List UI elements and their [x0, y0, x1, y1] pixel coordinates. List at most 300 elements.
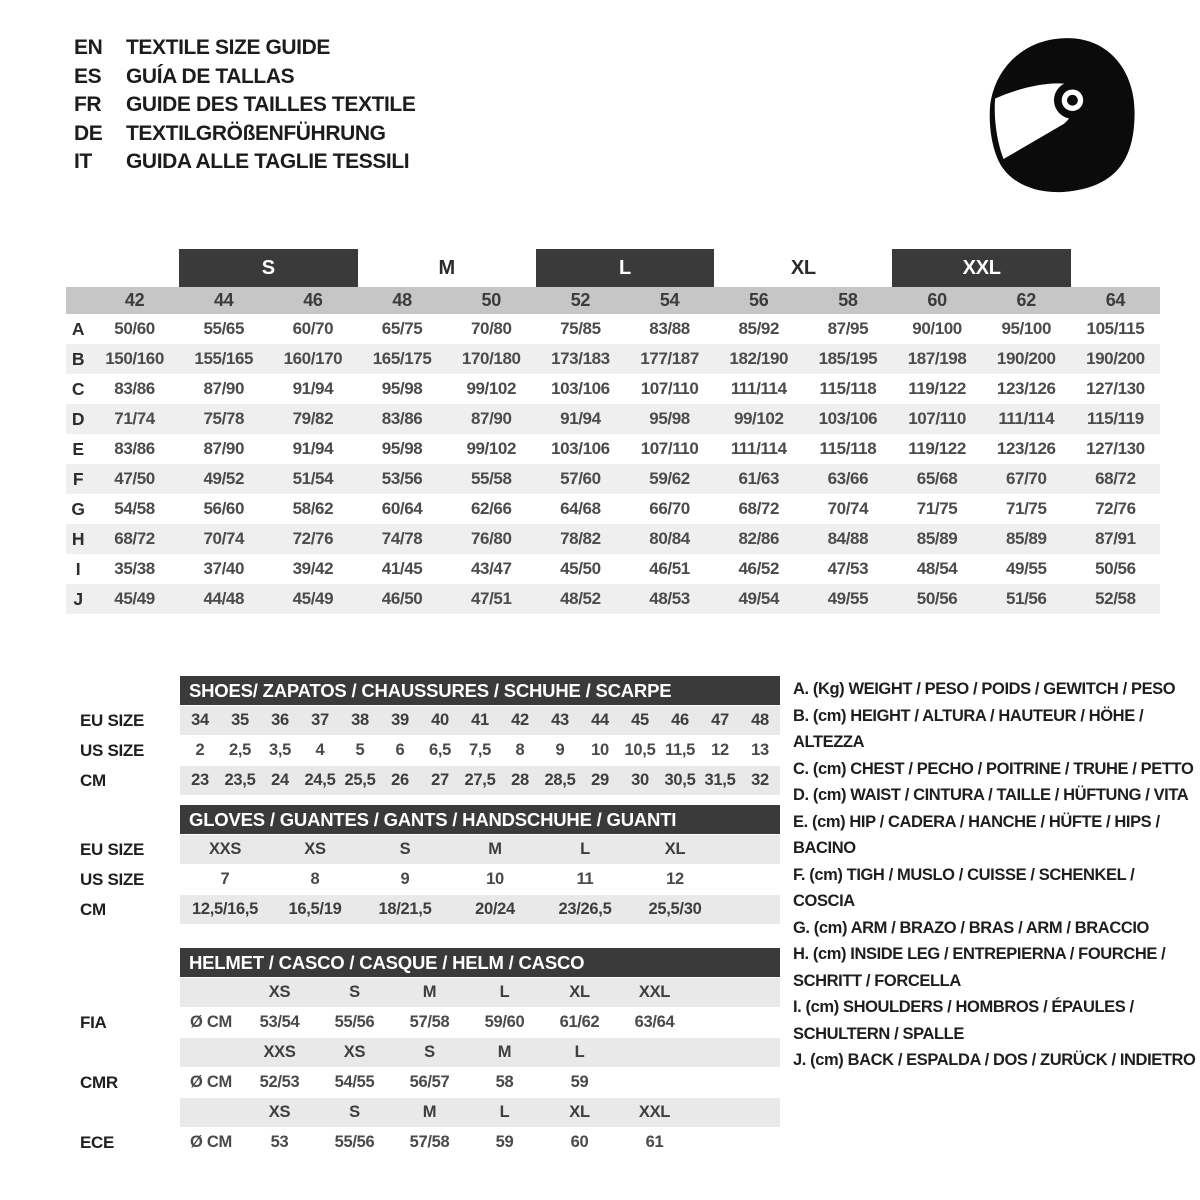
- row-letter: E: [72, 438, 84, 459]
- row-letter: A: [71, 318, 85, 339]
- legend-item: G. (cm) ARM / BRAZO / BRAS / ARM / BRACCIO: [793, 918, 1149, 937]
- size-value: XS: [304, 840, 326, 858]
- size-value: 2,5: [228, 741, 252, 759]
- size-value: 127/130: [1086, 439, 1145, 458]
- measure-row-f: [66, 464, 1160, 494]
- size-value: 45/49: [114, 589, 155, 608]
- size-value: 107/110: [640, 439, 699, 458]
- size-column-44: 44: [214, 290, 234, 310]
- size-value: 40: [431, 711, 449, 729]
- size-value: 13: [751, 741, 769, 759]
- size-value: 49/55: [827, 589, 869, 608]
- size-value: 91/94: [292, 379, 334, 398]
- size-value: 37/40: [203, 559, 245, 578]
- helmet-size-label: XL: [569, 983, 590, 1001]
- size-value: 65/68: [916, 469, 958, 488]
- size-value: 182/190: [729, 349, 789, 368]
- size-value: 58/62: [292, 499, 334, 518]
- size-value: 28,5: [544, 771, 576, 789]
- size-value: 4: [315, 741, 325, 759]
- size-value: 72/76: [292, 529, 334, 548]
- measure-row-e: [66, 434, 1160, 464]
- helmet-row-label: [66, 1038, 180, 1067]
- gloves-row-label: US SIZE: [80, 869, 145, 889]
- size-letter-header-row: [66, 249, 1160, 287]
- helmet-rows: [66, 978, 780, 1157]
- helmet-values: [180, 1008, 780, 1037]
- size-value: 46/52: [738, 559, 780, 578]
- size-value: 119/122: [908, 379, 966, 398]
- gloves-row-values: [180, 895, 780, 924]
- size-value: 9: [555, 741, 565, 759]
- size-value: 8: [515, 741, 525, 759]
- size-value: XL: [664, 840, 686, 858]
- size-value: 43: [551, 711, 569, 729]
- gloves-rows: [66, 835, 780, 924]
- size-value: 12: [711, 741, 729, 759]
- size-value: 58: [495, 1073, 514, 1091]
- size-value: 25,5: [344, 771, 376, 789]
- measure-row-i: [66, 554, 1160, 584]
- size-value: 59/62: [649, 469, 690, 488]
- size-value: 61: [645, 1133, 664, 1151]
- size-value: 48: [751, 711, 769, 729]
- size-value: 56/60: [203, 499, 245, 518]
- size-value: 185/195: [818, 349, 878, 368]
- legend-item: F. (cm) TIGH / MUSLO / CUISSE / SCHENKEL / COSCIA: [793, 865, 1135, 910]
- size-value: 115/118: [819, 439, 877, 458]
- measure-row-a: [66, 314, 1160, 344]
- size-column-62: 62: [1016, 290, 1036, 310]
- legend-item: I. (cm) SHOULDERS / HOMBROS / ÉPAULES / SCHULTERN / SPALLE: [793, 998, 1134, 1043]
- measure-row-j: [66, 584, 1160, 614]
- size-value: 47: [711, 711, 729, 729]
- size-value: XXS: [208, 840, 242, 858]
- helmet-values: [180, 1068, 780, 1097]
- size-value: 65/75: [381, 319, 423, 338]
- size-value: 60/64: [381, 499, 423, 518]
- helmet-size-label: XXL: [638, 983, 671, 1001]
- size-value: 24,5: [304, 771, 336, 789]
- helmet-sizes-row-fia: [66, 978, 780, 1007]
- size-group-xl: XL: [790, 256, 816, 279]
- gloves-table-title: GLOVES / GUANTES / GANTS / HANDSCHUHE / GUANTI: [180, 805, 780, 834]
- helmet-sizes: [180, 978, 780, 1007]
- row-letter: H: [71, 528, 85, 549]
- size-value: 95/98: [381, 439, 423, 458]
- shoes-row: [66, 736, 780, 765]
- size-value: 51/56: [1005, 589, 1047, 608]
- size-group-xxl: XXL: [892, 249, 1070, 287]
- size-value: 29: [591, 771, 609, 789]
- size-value: 59: [495, 1133, 514, 1151]
- size-column-54: 54: [659, 290, 680, 310]
- standard-label: ECE: [80, 1132, 115, 1152]
- size-value: 68/72: [1095, 469, 1136, 488]
- shoes-row: [66, 706, 780, 735]
- shoes-row: [66, 766, 780, 795]
- helmet-size-label: M: [422, 983, 437, 1001]
- standard-label: CMR: [80, 1072, 118, 1092]
- gloves-size-table: [66, 805, 780, 924]
- size-value: 70/74: [203, 529, 245, 548]
- size-value: 71/75: [916, 499, 958, 518]
- legend-item: J. (cm) BACK / ESPALDA / DOS / ZURÜCK / INDIETRO: [793, 1051, 1196, 1069]
- size-value: 42: [511, 711, 529, 729]
- shoes-size-table: [66, 676, 780, 795]
- size-value: 67/70: [1005, 469, 1047, 488]
- row-letter: D: [71, 408, 85, 429]
- standard-label: FIA: [80, 1012, 107, 1032]
- size-value: 32: [751, 771, 769, 789]
- size-value: 64/68: [560, 499, 601, 518]
- size-value: 41: [471, 711, 489, 729]
- size-value: 53/56: [381, 469, 423, 488]
- helmet-size-table: [66, 948, 780, 1157]
- helmet-size-label: L: [499, 983, 510, 1001]
- size-value: 25,5/30: [648, 900, 702, 918]
- size-value: 10,5: [624, 741, 656, 759]
- language-row: [74, 91, 415, 120]
- size-value: 56/57: [409, 1073, 450, 1091]
- size-value: 20/24: [475, 900, 515, 918]
- size-value: 75/78: [203, 409, 245, 428]
- unit-label: Ø CM: [190, 1013, 232, 1031]
- size-value: 31,5: [704, 771, 736, 789]
- size-value: 70/80: [470, 319, 512, 338]
- size-value: 115/118: [819, 379, 877, 398]
- helmet-size-label: XXS: [263, 1043, 296, 1061]
- size-value: 7,5: [468, 741, 492, 759]
- shoes-row-values: [180, 766, 780, 795]
- size-value: 103/106: [818, 409, 878, 428]
- size-value: 49/54: [738, 589, 780, 608]
- size-value: 44/48: [203, 589, 245, 608]
- size-value: 60/70: [292, 319, 334, 338]
- size-value: 8: [310, 870, 320, 888]
- size-value: 30,5: [664, 771, 696, 789]
- size-column-58: 58: [838, 290, 858, 310]
- size-value: 59: [570, 1073, 589, 1091]
- size-value: 103/106: [551, 439, 610, 458]
- size-value: 95/100: [1001, 319, 1052, 338]
- size-value: 44: [591, 711, 609, 729]
- size-value: 87/95: [827, 319, 869, 338]
- gloves-row-values: [180, 835, 780, 864]
- legend-item: D. (cm) WAIST / CINTURA / TAILLE / HÜFTUNG / VITA: [793, 786, 1189, 804]
- size-value: 84/88: [827, 529, 869, 548]
- size-group-m: M: [438, 256, 455, 279]
- size-value: 6: [395, 741, 405, 759]
- unit-label: Ø CM: [190, 1133, 232, 1151]
- size-value: 87/90: [203, 439, 245, 458]
- size-value: 71/74: [114, 409, 155, 428]
- size-value: 23/26,5: [558, 900, 612, 918]
- size-value: 165/175: [372, 349, 432, 368]
- helmet-row-label: [66, 978, 180, 1007]
- size-value: 47/51: [470, 589, 512, 608]
- size-value: 46/51: [649, 559, 690, 578]
- size-value: 35: [231, 711, 249, 729]
- gloves-row: [66, 835, 780, 864]
- size-value: 50/56: [1095, 559, 1136, 578]
- helmet-values: [180, 1128, 780, 1157]
- helmet-size-label: S: [349, 983, 360, 1001]
- size-value: 53/54: [259, 1013, 300, 1031]
- size-value: 46: [671, 711, 689, 729]
- size-value: 57/60: [560, 469, 601, 488]
- language-code: FR: [74, 93, 102, 116]
- row-letter: F: [72, 468, 84, 489]
- size-value: 9: [400, 870, 410, 888]
- shoes-row-label: US SIZE: [80, 740, 145, 760]
- textile-size-table: [66, 249, 1160, 614]
- gloves-row-label: EU SIZE: [80, 839, 145, 859]
- size-value: 155/165: [194, 349, 254, 368]
- row-letter: G: [71, 498, 85, 519]
- size-value: 187/198: [907, 349, 967, 368]
- size-value: 55/58: [470, 469, 512, 488]
- size-value: 57/58: [409, 1133, 450, 1151]
- language-title: GUÍA DE TALLAS: [126, 64, 295, 88]
- size-value: 61/63: [738, 469, 780, 488]
- size-value: 7: [220, 870, 230, 888]
- size-value: 68/72: [114, 529, 155, 548]
- helmet-row-label: [66, 1098, 180, 1127]
- size-value: 57/58: [409, 1013, 450, 1031]
- size-value: 35/38: [114, 559, 155, 578]
- size-value: 48/52: [560, 589, 601, 608]
- size-value: 91/94: [560, 409, 601, 428]
- shoes-row-label: EU SIZE: [80, 710, 145, 730]
- helmet-values-row-cmr: [66, 1068, 780, 1097]
- language-title: GUIDE DES TAILLES TEXTILE: [126, 93, 416, 116]
- language-row: [74, 34, 415, 63]
- size-value: 38: [351, 711, 369, 729]
- size-value: 127/130: [1086, 379, 1145, 398]
- size-value: 190/200: [1086, 349, 1145, 368]
- size-value: 41/45: [381, 559, 423, 578]
- legend-item: E. (cm) HIP / CADERA / HANCHE / HÜFTE / HIPS / BACINO: [793, 812, 1160, 857]
- gloves-row: [66, 865, 780, 894]
- size-value: 87/91: [1095, 529, 1136, 548]
- size-group-l: L: [536, 249, 714, 287]
- size-value: 54/55: [334, 1073, 375, 1091]
- size-value: 49/55: [1005, 559, 1047, 578]
- size-value: 85/89: [1005, 529, 1047, 548]
- gloves-row-label: CM: [80, 899, 106, 919]
- size-value: M: [488, 840, 502, 858]
- shoes-table-title: SHOES/ ZAPATOS / CHAUSSURES / SCHUHE / SCARPE: [180, 676, 780, 705]
- size-value: 26: [391, 771, 409, 789]
- row-letter: J: [73, 588, 83, 609]
- size-column-60: 60: [927, 290, 947, 310]
- size-value: 27,5: [464, 771, 496, 789]
- shoes-row-values: [180, 736, 780, 765]
- size-value: 78/82: [560, 529, 601, 548]
- size-value: 74/78: [381, 529, 423, 548]
- size-value: S: [399, 840, 411, 858]
- shoes-row-values: [180, 706, 780, 735]
- size-value: 173/183: [551, 349, 610, 368]
- size-value: 11,5: [664, 741, 695, 759]
- size-value: 37: [311, 711, 329, 729]
- size-value: 80/84: [649, 529, 690, 548]
- size-value: 5: [355, 741, 365, 759]
- size-column-52: 52: [570, 290, 591, 310]
- size-value: 85/92: [738, 319, 780, 338]
- size-value: 62/66: [470, 499, 512, 518]
- size-value: 45: [631, 711, 649, 729]
- legend-item: C. (cm) CHEST / PECHO / POITRINE / TRUHE / PETTO: [793, 759, 1194, 778]
- size-value: 99/102: [466, 379, 517, 398]
- size-value: 43/47: [470, 559, 512, 578]
- helmet-size-label: XS: [343, 1043, 366, 1061]
- size-value: 71/75: [1005, 499, 1047, 518]
- size-value: 48/53: [649, 589, 690, 608]
- size-value: 6,5: [428, 741, 452, 759]
- size-value: 76/80: [470, 529, 512, 548]
- size-value: 160/170: [283, 349, 343, 368]
- gloves-row: [66, 895, 780, 924]
- measure-row-g: [66, 494, 1160, 524]
- measurement-legend: [793, 676, 1197, 1074]
- row-letter: C: [71, 378, 85, 399]
- size-value: 50/60: [114, 319, 155, 338]
- shoes-row-label: CM: [80, 770, 106, 790]
- helmet-values-row-fia: [66, 1008, 780, 1037]
- size-value: 39/42: [292, 559, 334, 578]
- size-value: 47/53: [827, 559, 869, 578]
- size-value: 150/160: [105, 349, 164, 368]
- language-title-list: [74, 34, 415, 177]
- size-value: 95/98: [649, 409, 690, 428]
- size-value: 11: [576, 870, 594, 888]
- size-value: 60: [570, 1133, 589, 1151]
- size-value: 55/56: [334, 1133, 375, 1151]
- size-value: 79/82: [292, 409, 334, 428]
- size-value: 107/110: [640, 379, 699, 398]
- row-letter: B: [71, 348, 85, 369]
- size-value: 123/126: [996, 379, 1056, 398]
- row-letter: I: [75, 558, 81, 579]
- size-group-s: S: [179, 249, 357, 287]
- size-value: 54/58: [114, 499, 155, 518]
- size-value: 75/85: [560, 319, 601, 338]
- helmet-size-label: XL: [569, 1103, 590, 1121]
- measurement-rows: [66, 314, 1160, 614]
- measure-row-b: [66, 344, 1160, 374]
- language-code: IT: [74, 150, 92, 173]
- size-value: 82/86: [738, 529, 780, 548]
- racing-helmet-icon: [975, 26, 1143, 198]
- legend-item: A. (Kg) WEIGHT / PESO / POIDS / GEWITCH / PESO: [793, 680, 1176, 698]
- size-value: 105/115: [1086, 319, 1145, 338]
- size-value: 45/50: [560, 559, 601, 578]
- helmet-size-label: M: [497, 1043, 512, 1061]
- helmet-sizes: [180, 1038, 780, 1067]
- size-value: 99/102: [466, 439, 517, 458]
- size-value: 83/86: [114, 379, 155, 398]
- size-value: 55/56: [334, 1013, 375, 1031]
- size-value: 39: [391, 711, 409, 729]
- size-value: 99/102: [733, 409, 784, 428]
- size-value: L: [580, 840, 590, 858]
- helmet-size-label: S: [424, 1043, 435, 1061]
- measure-row-d: [66, 404, 1160, 434]
- measure-row-c: [66, 374, 1160, 404]
- size-column-56: 56: [749, 290, 769, 310]
- size-column-42: 42: [124, 290, 145, 310]
- size-value: 90/100: [912, 319, 962, 338]
- size-value: 107/110: [908, 409, 966, 428]
- language-title: GUIDA ALLE TAGLIE TESSILI: [126, 150, 410, 173]
- helmet-size-label: XS: [268, 983, 291, 1001]
- size-value: 23: [191, 771, 209, 789]
- size-value: 72/76: [1095, 499, 1136, 518]
- size-value: 115/119: [1087, 409, 1144, 428]
- size-value: 123/126: [996, 439, 1056, 458]
- helmet-sizes-row-ece: [66, 1098, 780, 1127]
- size-value: 63/66: [827, 469, 869, 488]
- measure-row-h: [66, 524, 1160, 554]
- language-row: [74, 63, 415, 92]
- unit-label: Ø CM: [190, 1073, 232, 1091]
- helmet-table-title: HELMET / CASCO / CASQUE / HELM / CASCO: [180, 948, 780, 977]
- size-value: 85/89: [916, 529, 958, 548]
- legend-item: H. (cm) INSIDE LEG / ENTREPIERNA / FOURCHE / SCHRITT / FORCELLA: [793, 945, 1166, 990]
- size-value: 52/53: [259, 1073, 300, 1091]
- size-value: 49/52: [203, 469, 245, 488]
- language-row: [74, 120, 415, 149]
- gloves-row-values: [180, 865, 780, 894]
- size-value: 63/64: [634, 1013, 675, 1031]
- helmet-size-label: M: [422, 1103, 437, 1121]
- size-value: 87/90: [470, 409, 512, 428]
- size-value: 83/86: [114, 439, 155, 458]
- size-value: 46/50: [381, 589, 423, 608]
- size-value: 30: [631, 771, 649, 789]
- helmet-sizes: [180, 1098, 780, 1127]
- size-column-48: 48: [392, 290, 412, 310]
- helmet-size-label: L: [574, 1043, 585, 1061]
- size-value: 12: [666, 870, 684, 888]
- size-value: 48/54: [916, 559, 958, 578]
- size-value: 53: [270, 1133, 289, 1151]
- helmet-size-label: XS: [268, 1103, 291, 1121]
- size-value: 2: [195, 741, 205, 759]
- size-value: 87/90: [203, 379, 245, 398]
- size-value: 12,5/16,5: [191, 900, 259, 918]
- language-row: [74, 148, 415, 177]
- size-value: 177/187: [640, 349, 699, 368]
- language-code: ES: [74, 64, 102, 88]
- size-value: 95/98: [381, 379, 423, 398]
- size-value: 55/65: [203, 319, 245, 338]
- size-column-46: 46: [303, 290, 323, 310]
- numeric-size-header-row: [66, 287, 1160, 314]
- size-value: 190/200: [996, 349, 1056, 368]
- size-value: 111/114: [998, 409, 1055, 428]
- size-value: 36: [271, 711, 289, 729]
- size-value: 83/88: [649, 319, 690, 338]
- size-value: 45/49: [292, 589, 334, 608]
- legend-item: B. (cm) HEIGHT / ALTURA / HAUTEUR / HÖHE / ALTEZZA: [793, 706, 1144, 751]
- language-code: DE: [74, 121, 103, 145]
- language-title: TEXTILGRÖßENFÜHRUNG: [126, 121, 386, 145]
- size-value: 111/114: [730, 439, 787, 458]
- size-value: 10: [486, 870, 504, 888]
